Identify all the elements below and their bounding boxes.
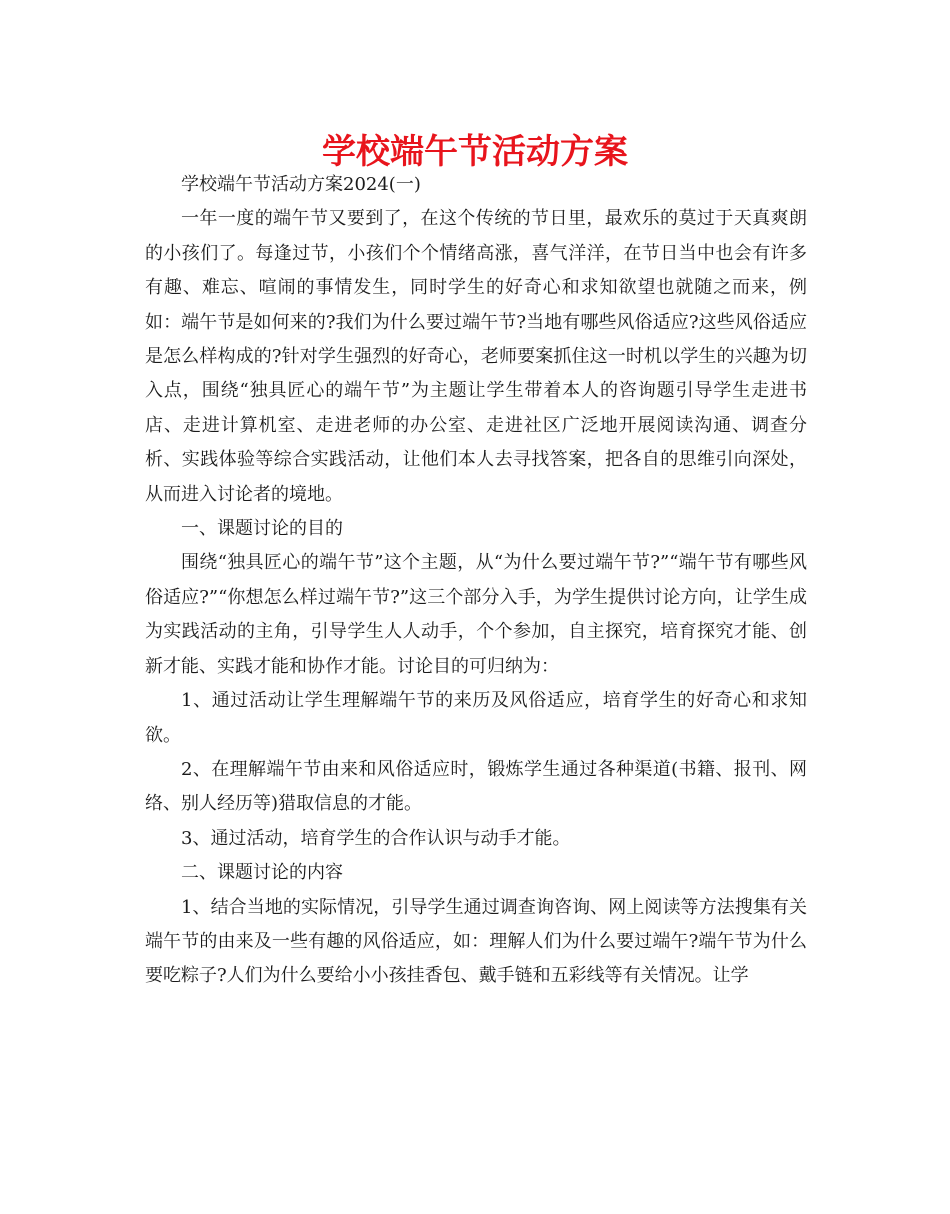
paragraph-purpose: 围绕“独具匠心的端午节”这个主题，从“为什么要过端午节?”“端午节有哪些风俗适应?”“你想怎么样过端午节?”这三个部分入手，为学生提供讨论方向，让学生成为实践活动的主角，引导学生人人动手，个个参加，自主探究，培育探究才能、创新才能、实践才能和协作才能。讨论目的可归纳为： xyxy=(145,552,807,677)
paragraph-intro: 一年一度的端午节又要到了，在这个传统的节日里，最欢乐的莫过于天真爽朗的小孩们了。每逢过节，小孩们个个情绪高涨，喜气洋洋，在节日当中也会有许多有趣、难忘、喧闹的事情发生，同时学生的好奇心和求知欲望也就随之而来，例如：端午节是如何来的?我们为什么要过端午节?当地有哪些风俗适应?这些风俗适应是怎么样构成的?针对学生强烈的好奇心，老师要案抓住这一时机以学生的兴趣为切入点，围绕“独具匠心的端午节”为主题让学生带着本人的咨询题引导学生走进书店、走进计算机室、走进老师的办公室、走进社区广泛地开展阅读沟通、调查分析、实践体验等综合实践活动，让他们本人去寻找答案，把各自的思维引向深处，从而进入讨论者的境地。 xyxy=(145,208,807,505)
paragraph-content-1: 1、结合当地的实际情况，引导学生通过调查询咨询、网上阅读等方法搜集有关端午节的由来及一些有趣的风俗适应，如：理解人们为什么要过端午?端午节为什么要吃粽子?人们为什么要给小小孩挂香包、戴手链和五彩线等有关情况。让学 xyxy=(145,896,807,987)
paragraph-goal-2: 2、在理解端午节由来和风俗适应时，锻炼学生通过各种渠道(书籍、报刊、网络、别人经历等)猎取信息的才能。 xyxy=(145,758,807,815)
section-heading-purpose: 一、课题讨论的目的 xyxy=(181,518,343,540)
document-title: 学校端午节活动方案 xyxy=(322,132,628,172)
paragraph-subtitle: 学校端午节活动方案2024(一) xyxy=(181,174,421,195)
section-heading-content: 二、课题讨论的内容 xyxy=(181,862,343,884)
paragraph-goal-3: 3、通过活动，培育学生的合作认识与动手才能。 xyxy=(181,827,571,849)
paragraph-goal-1: 1、通过活动让学生理解端午节的来历及风俗适应，培育学生的好奇心和求知欲。 xyxy=(145,690,807,746)
document-body xyxy=(145,168,807,994)
